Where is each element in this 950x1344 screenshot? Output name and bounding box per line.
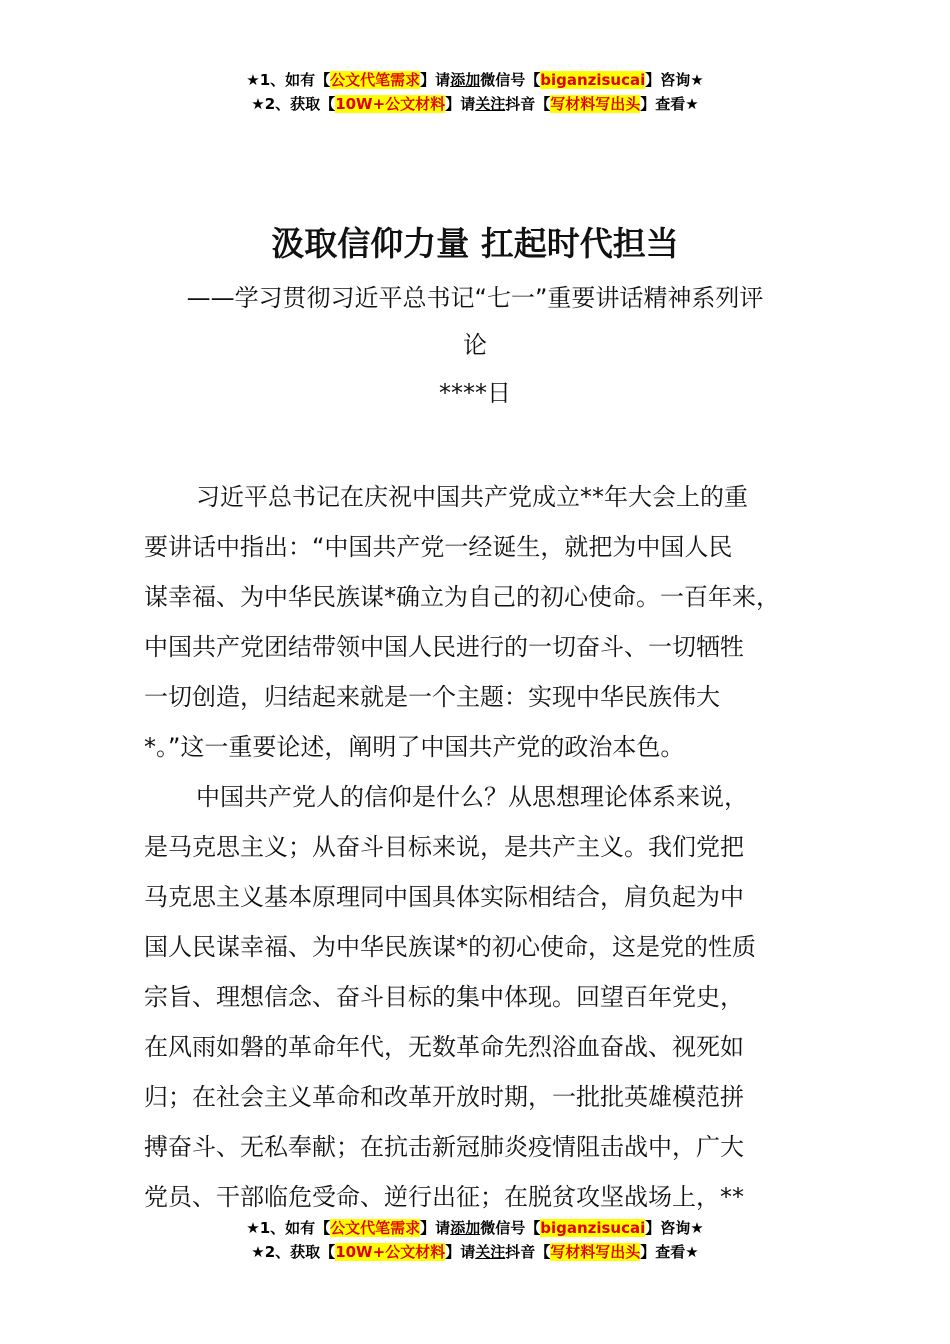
banner-text: 抖音【: [505, 95, 551, 113]
banner-text: 】查看★: [640, 95, 699, 113]
banner-text: 】咨询★: [645, 1219, 704, 1237]
banner-line-2: [0, 1240, 950, 1264]
banner-text: 】请: [420, 1219, 451, 1237]
text-line: *。”这一重要论述，阐明了中国共产党的政治本色。: [144, 733, 685, 761]
text-line: 搏奋斗、无私奉献；在抗击新冠肺炎疫情阻击战中，广大: [144, 1133, 744, 1161]
banner-text: 】请: [445, 95, 476, 113]
text-line: 中国共产党人的信仰是什么？从思想理论体系来说，: [196, 783, 748, 811]
document-subtitle-continued: 论: [463, 331, 487, 359]
paragraph-2: [144, 772, 812, 1222]
text-line: 宗旨、理想信念、奋斗目标的集中体现。回望百年党史，: [144, 983, 744, 1011]
banner-highlight: 写材料写出头: [550, 95, 641, 113]
banner-text: 】查看★: [640, 1243, 699, 1261]
header-banner: [0, 68, 950, 116]
banner-underline: 添加: [450, 1219, 481, 1237]
banner-text: 微信号【: [480, 71, 541, 89]
text-line: 国人民谋幸福、为中华民族谋*的初心使命，这是党的性质: [144, 933, 756, 961]
banner-text: 微信号【: [480, 1219, 541, 1237]
text-line: 要讲话中指出：“中国共产党一经诞生，就把为中国人民: [144, 533, 733, 561]
text-line: 谋幸福、为中华民族谋*确立为自己的初心使命。一百年来，: [144, 583, 780, 611]
text-line: 是马克思主义；从奋斗目标来说，是共产主义。我们党把: [144, 833, 744, 861]
text-line: 一切创造，归结起来就是一个主题：实现中华民族伟大: [144, 683, 720, 711]
banner-text: ★2、获取【: [251, 1243, 336, 1261]
text-line: 中国共产党团结带领中国人民进行的一切奋斗、一切牺牲: [144, 633, 744, 661]
banner-text: ★2、获取【: [251, 95, 336, 113]
banner-highlight: 公文代笔需求: [330, 71, 421, 89]
text-line: 党员、干部临危受命、逆行出征；在脱贫攻坚战场上，**: [144, 1183, 744, 1211]
document-title: 汲取信仰力量 扛起时代担当: [271, 224, 679, 263]
banner-line-2: [0, 92, 950, 116]
banner-underline: 添加: [450, 71, 481, 89]
text-line: 归；在社会主义革命和改革开放时期，一批批英雄模范拼: [144, 1083, 744, 1111]
banner-highlight: biganzisucai: [540, 71, 646, 89]
banner-highlight: 10W+公文材料: [335, 95, 446, 113]
banner-highlight: 公文代笔需求: [330, 1219, 421, 1237]
text-line: 习近平总书记在庆祝中国共产党成立**年大会上的重: [196, 483, 748, 511]
paragraph-1: [144, 472, 812, 772]
banner-text: ★1、如有【: [246, 1219, 331, 1237]
banner-highlight: biganzisucai: [540, 1219, 646, 1237]
text-line: 马克思主义基本原理同中国具体实际相结合，肩负起为中: [144, 883, 744, 911]
banner-text: ★1、如有【: [246, 71, 331, 89]
banner-text: 】请: [445, 1243, 476, 1261]
banner-text: 】请: [420, 71, 451, 89]
banner-line-1: [0, 68, 950, 92]
text-line: 在风雨如磐的革命年代，无数革命先烈浴血奋战、视死如: [144, 1033, 744, 1061]
banner-text: 抖音【: [505, 1243, 551, 1261]
banner-line-1: [0, 1216, 950, 1240]
banner-text: 】咨询★: [645, 71, 704, 89]
banner-underline: 关注: [475, 95, 506, 113]
document-body: [144, 472, 812, 1222]
dateline: ****日: [439, 379, 511, 407]
footer-banner: [0, 1216, 950, 1264]
banner-highlight: 写材料写出头: [550, 1243, 641, 1261]
banner-highlight: 10W+公文材料: [335, 1243, 446, 1261]
document-subtitle: ——学习贯彻习近平总书记“七一”重要讲话精神系列评: [186, 284, 764, 312]
banner-underline: 关注: [475, 1243, 506, 1261]
